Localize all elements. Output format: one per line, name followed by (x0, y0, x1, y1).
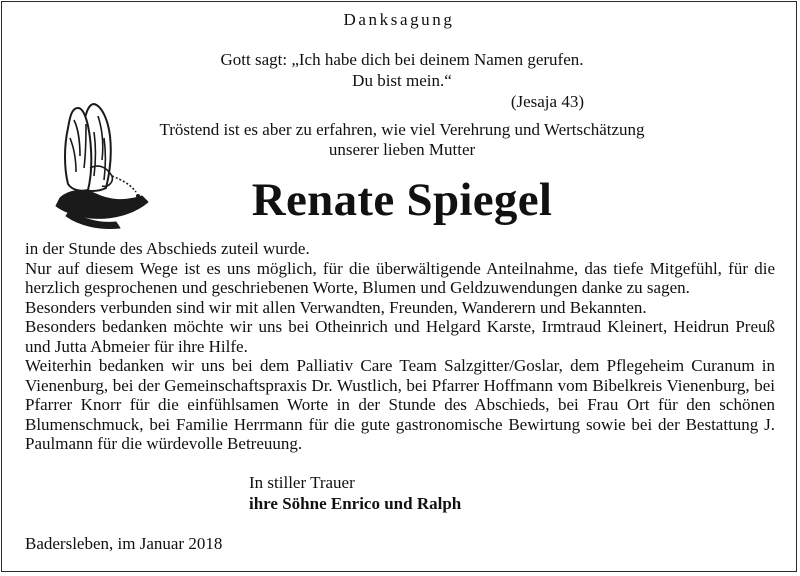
signatories: ihre Söhne Enrico und Ralph (249, 494, 462, 513)
body-paragraph: Besonders bedanken möchte wir uns bei Otheinrich und Helgard Karste, Irmtraud Kleinert, Heidrun Preuß und Jutta Abmeier für ihre Hilfe. (25, 317, 775, 356)
body-paragraph: in der Stunde des Abschieds zuteil wurde. (25, 239, 310, 258)
quote-line-1: Gott sagt: „Ich habe dich bei deinem Namen gerufen. (220, 50, 584, 69)
intro-line-1: Tröstend ist es aber zu erfahren, wie viel Verehrung und Wertschätzung (159, 120, 645, 139)
deceased-name: Renate Spiegel (251, 174, 553, 226)
body-paragraph: Weiterhin bedanken wir uns bei dem Palliativ Care Team Salzgitter/Goslar, dem Pflegeheim Curanum in Vienenburg, bei der Gemeinschaftspraxis Dr. Wustlich, bei Pfarrer Hoffmann vom Bibelkreis Vienenburg, bei Pfarrer Knorr für die einfühlsamen Worte in der Stunde des Abschieds, bei Frau Ort für den schönen Blumenschmuck, bei Familie Herrmann für die gute gastronomische Bewirtung sowie bei der Bestattung J. Paulmann für die würdevolle Betreuung. (25, 356, 775, 453)
body-paragraph: Nur auf diesem Wege ist es uns möglich, für die überwältigende Anteilnahme, das tiefe Mitgefühl, für die herzlich gesprochenen und geschriebenen Worte, Blumen und Geldzuwendungen danke zu sagen. (25, 258, 775, 297)
quote-reference: (Jesaja 43) (510, 92, 584, 111)
obituary-notice (1, 1, 797, 572)
place-date: Badersleben, im Januar 2018 (25, 534, 223, 553)
intro-line-2: unserer lieben Mutter (328, 140, 476, 159)
notice-title: Danksagung (343, 10, 455, 29)
quote-line-2: Du bist mein.“ (352, 71, 452, 90)
mourning-line: In stiller Trauer (249, 473, 355, 492)
notice-body (25, 239, 775, 454)
bible-quote (192, 49, 612, 91)
signature-block (249, 472, 461, 514)
intro-text (132, 120, 672, 160)
body-paragraph: Besonders verbunden sind wir mit allen Verwandten, Freunden, Wanderern und Bekannten. (25, 297, 647, 317)
